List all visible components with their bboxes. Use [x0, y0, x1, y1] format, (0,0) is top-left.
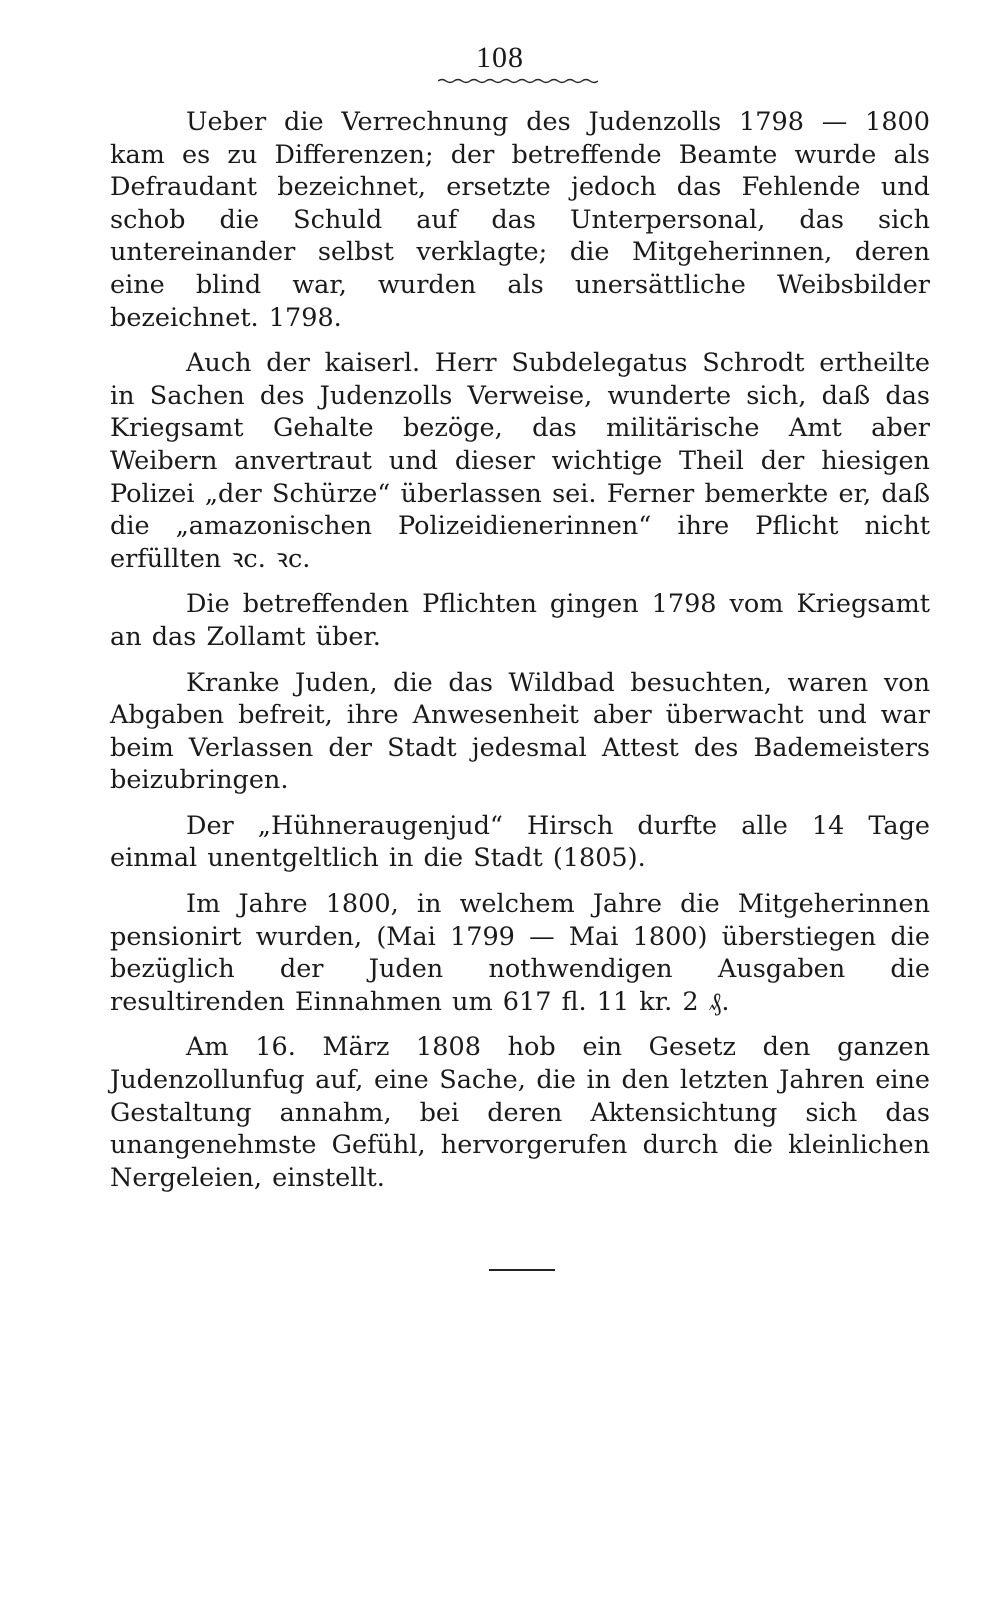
paragraph-huehneraugenjud: Der „Hühneraugenjud“ Hirsch durfte alle 14 Tage einmal unentgeltlich in die Stadt (1805). — [110, 810, 930, 874]
closing-rule — [489, 1269, 555, 1271]
paragraph-gesetz-1808: Am 16. März 1808 hob ein Gesetz den ganzen Judenzollunfug auf, eine Sache, die in den letzten Jahren eine Gestaltung annahm, bei deren Aktensichtung sich das unangenehmste Gefühl, hervorgerufen durch die kleinlichen Nergeleien, einstellt. — [110, 1032, 930, 1193]
paragraph-kranke-juden-wildbad: Kranke Juden, die das Wildbad besuchten, waren von Abgaben befreit, ihre Anwesenheit aber überwacht und war beim Verlassen der Stadt jedesmal Attest des Bademeisters beizubringen. — [110, 667, 930, 796]
decorative-wavy-rule — [438, 78, 598, 84]
paragraph-jahr-1800: Im Jahre 1800, in welchem Jahre die Mitgeherinnen pensionirt wurden, (Mai 1799 — Mai 1800) überstiegen die bezüglich der Juden nothwendigen Ausgaben die resultirenden Einnahmen um 617 fl. 11 kr. 2 ₰. — [110, 889, 930, 1017]
wavy-rule-graphic — [438, 78, 598, 84]
page-number: 108 — [476, 41, 524, 74]
paragraph-pflichten-zollamt: Die betreffenden Pflichten gingen 1798 vom Kriegsamt an das Zollamt über. — [110, 589, 930, 652]
text-body — [110, 106, 930, 1207]
paragraph-judenzoll-verrechnung: Ueber die Verrechnung des Judenzolls 1798 — 1800 kam es zu Differenzen; der betreffende Beamte wurde als Defraudant bezeichnet, ersetzte jedoch das Fehlende und schob die Schuld auf das Unterpersonal, das sich untereinander selbst verklagte; die Mitgeherinnen, deren eine blind war, wurden als unersättliche Weibsbilder bezeichnet. 1798. — [110, 107, 930, 333]
paragraph-subdelegatus-schrodt: Auch der kaiserl. Herr Subdelegatus Schrodt ertheilte in Sachen des Judenzolls Verweise, wunderte sich, daß das Kriegsamt Gehalte bezöge, das militärische Amt aber Weibern anvertraut und dieser wichtige Theil der hiesigen Polizei „der Schürze“ überlassen sei. Ferner bemerkte er, daß die „amazonischen Polizeidienerinnen“ ihre Pflicht nicht erfüllten ꝛc. ꝛc. — [110, 348, 930, 574]
page-header — [0, 40, 1000, 76]
